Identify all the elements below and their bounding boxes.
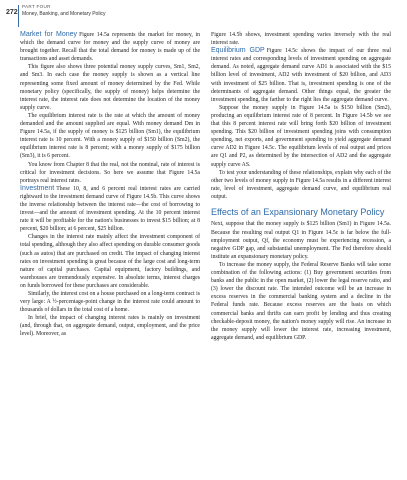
- left-column: [20, 31, 200, 339]
- body-paragraph: [20, 112, 200, 161]
- body-paragraph: [211, 169, 391, 201]
- paragraph-text: You know from Chapter 8 that the real, not the nominal, rate of interest is critical for investment decisions. So here we assume that Figure 14.5a portrays real interest rates.: [20, 161, 200, 184]
- paragraph-text: Figure 14.5b shows, investment spending varies inversely with the real interest rate.: [211, 32, 391, 47]
- paragraph-text: Figure 14.5c shows the impact of our three real interest rates and corresponding levels of investment spending on aggregate demand. As noted, aggregate demand curve AD1 is associated with the $15 billion level of investment, AD2 with investment of $20 billion, and AD3 with investment of $25 billion. That is, investment spending is one of the determinants of aggregate demand. Other things equal, the greater the investment spending, the farther to the right lies the aggregate demand curve.: [211, 48, 391, 103]
- chapter-label: Money, Banking, and Monetary Policy: [22, 11, 106, 17]
- paragraph-text: The equilibrium interest rate is the rate at which the amount of money demanded and the amount supplied are equal. With money demand Dm in Figure 14.5a, if the supply of money is $125 billion (Sm1), the equilibrium interest rate is 10 percent. With a money supply of $150 billion (Sm2), the equilibrium interest rate is 8 percent; with a money supply of $175 billion (Sm3), it is 6 percent.: [20, 112, 200, 160]
- body-paragraph: [20, 314, 200, 338]
- body-paragraph: [211, 104, 391, 169]
- right-column: [211, 31, 391, 342]
- paragraph-text: Suppose the money supply in Figure 14.5a is $150 billion (Sm2), producing an equilibrium interest rate of 8 percent. In Figure 14.5b we see that this 8 percent interest rate will bring forth $20 billion of investment spending. This $20 billion of investment spending joins with consumption spending, net exports, and government spending to yield aggregate demand curve AD2 in Figure 14.5c. The equilibrium levels of real output and prices are Q1 and P2, as determined by the intersection of AD2 and the aggregate supply curve AS.: [211, 104, 391, 168]
- paragraph-text: To increase the money supply, the Federal Reserve Banks will take some combination of the following actions: (1) Buy government securities from banks and the public in the open market, (2) lower the legal reserve ratio, and (3) lower the discount rate. The intended outcome will be an increase in excess reserves in the commercial banking system and a decline in the Federal funds rate. Because excess reserves are the basis on which commercial banks and thrifts can earn profit by lending and thus creating checkable-deposit money, the nation's money supply will rise. An increase in the money supply will lower the interest rate, increasing investment, aggregate demand, and equilibrium GDP.: [211, 261, 391, 341]
- run-in-heading: Investment: [20, 184, 55, 192]
- section-heading: Effects of an Expansionary Monetary Policy: [211, 206, 385, 217]
- body-paragraph: [20, 63, 200, 112]
- body-paragraph: [20, 185, 200, 234]
- part-label: PART FOUR: [22, 4, 51, 9]
- paragraph-text: In brief, the impact of changing interest rates is mainly on investment (and, through that, on aggregate demand, output, employment, and the price level). Moreover, as: [20, 315, 200, 338]
- paragraph-text: Figure 14.5a represents the market for money, in which the demand curve for money and the supply curve of money are brought together. Recall that the total demand for money is made up of the transactions and asset demands.: [20, 32, 200, 63]
- page-number: 272: [6, 9, 18, 16]
- body-paragraph: [20, 290, 200, 314]
- paragraph-text: This figure also shows three potential money supply curves, Sm1, Sm2, and Sm3. In each case the money supply is shown as a vertical line representing some fixed amount of money determined by the Fed. While monetary policy (specifically, the supply of money) helps determine the interest rate, the interest rate does not determine the location of the money supply curve.: [20, 64, 200, 111]
- body-paragraph: [20, 31, 200, 63]
- paragraph-text: Next, suppose that the money supply is $125 billion (Sm1) in Figure 14.5a. Because the resulting real output Q1 in Figure 14.5c is far below the full-employment output, Qf, the economy must be experiencing recession, a negative GDP gap, and substantial unemployment. The Fed therefore should institute an expansionary monetary policy.: [211, 221, 391, 260]
- body-paragraph: [211, 31, 391, 47]
- run-in-heading: Market for Money: [20, 31, 78, 38]
- run-in-heading: Equilibrium GDP: [211, 47, 265, 55]
- body-paragraph: [211, 47, 391, 104]
- paragraph-text: Similarly, the interest cost on a house purchased on a long-term contract is very large: A ½-percentage-point change in the interest rate could amount to thousands of dollars in the total cost of a home.: [20, 291, 200, 314]
- body-paragraph: [20, 233, 200, 290]
- body-paragraph: [20, 161, 200, 185]
- paragraph-text: To test your understanding of these relationships, explain why each of the other two levels of money supply in Figure 14.5a results in a different interest rate, level of investment, aggregate demand curve, and equilibrium real output.: [211, 169, 391, 200]
- body-paragraph: [211, 261, 391, 342]
- paragraph-text: These 10, 8, and 6 percent real interest rates are carried rightward to the investment demand curve of Figure 14.5b. This curve shows the inverse relationship between the interest rate—the cost of borrowing to invest—and the amount of investment spending. At the 10 percent interest rate it will be profitable for the nation's businesses to invest $15 billion; at 8 percent, $20 billion; at 6 percent, $25 billion.: [20, 185, 200, 233]
- header-divider: [18, 5, 19, 27]
- body-paragraph: [211, 220, 391, 260]
- page-header: [6, 3, 176, 29]
- paragraph-text: Changes in the interest rate mainly affect the investment component of total spending, although they also affect spending on durable consumer goods (such as autos) that are purchased on credit. The impact of changing interest rates on investment spending is great because of the large cost and long-term nature of capital purchases. Capital equipment, factory buildings, and warehouses are tremendously expensive. In absolute terms, interest charges on funds borrowed for these purchases are considerable.: [20, 234, 200, 289]
